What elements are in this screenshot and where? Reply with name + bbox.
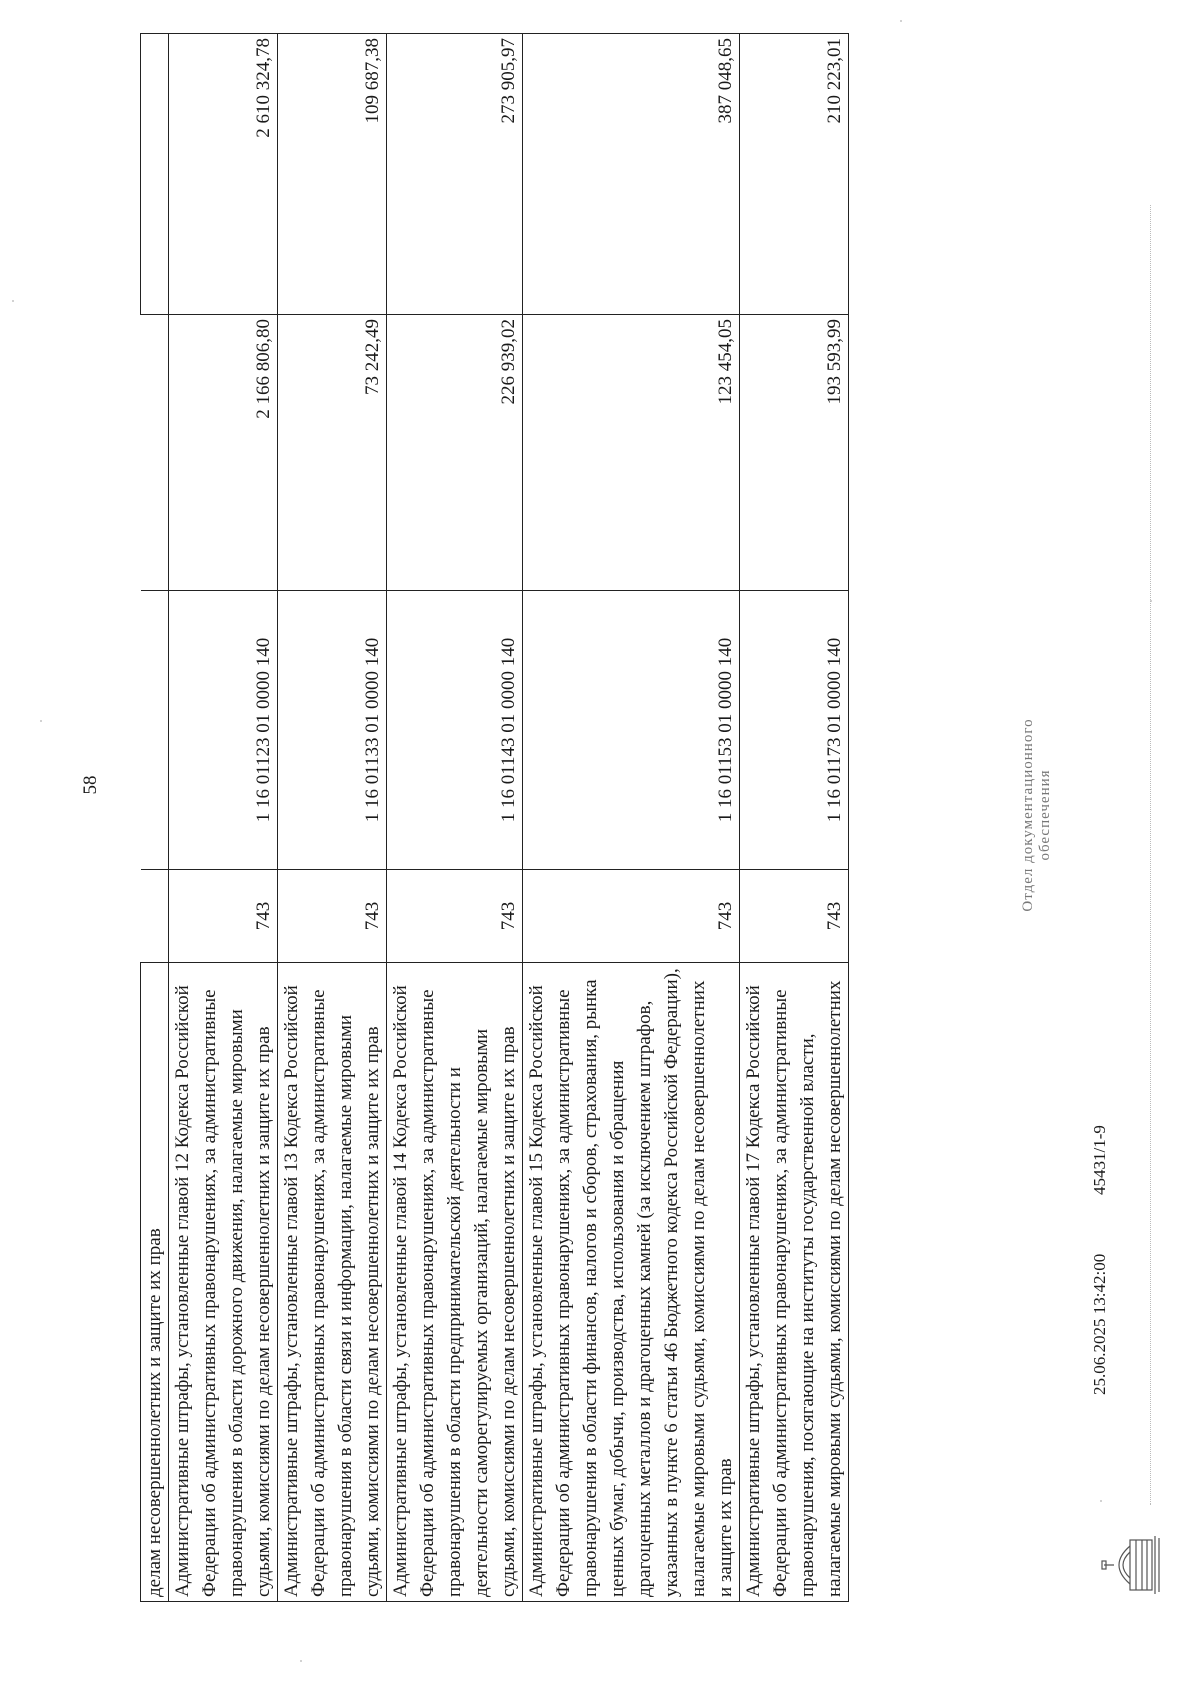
continued-description-cell: делам несовершеннолетних и защите их прав — [141, 963, 169, 1602]
description-cell: Административные штрафы, установленные главой 12 Кодекса Российской Федерации об административных правонарушениях, за административные правонарушения в области дорожного движения, налагаемые мировыми судьями, комиссиями по делам несовершеннолетних и защите их прав — [169, 963, 278, 1602]
coat-of-arms-logo-icon — [1100, 1530, 1162, 1600]
sum-first-cell: 226 939,02 — [387, 315, 523, 591]
sum-second-cell: 210 223,01 — [740, 34, 849, 315]
sum-second-cell: 273 905,97 — [387, 34, 523, 315]
kbk-code-cell: 1 16 01173 01 0000 140 — [740, 591, 849, 870]
sum-second-cell: 387 048,65 — [523, 34, 740, 315]
empty-cell — [141, 34, 169, 315]
description-cell: Административные штрафы, установленные главой 13 Кодекса Российской Федерации об административных правонарушениях, за административные правонарушения в области связи и информации, налагаемые мировыми судьями, комиссиями по делам несовершеннолетних и защите их прав — [278, 963, 387, 1602]
department-stamp — [1020, 715, 1054, 915]
table-row — [141, 34, 169, 1602]
description-cell: Административные штрафы, установленные главой 15 Кодекса Российской Федерации об административных правонарушениях, за административные правонарушения в области финансов, налогов и сборов, страхования, рынка ценных бумаг, добычи, производства, использования и обращения драгоценных металлов и драгоценных камней (за исключением штрафов, указанных в пункте 6 статьи 46 Бюджетного кодекса Российской Федерации), налагаемые мировыми судьями, комиссиями по делам несовершеннолетних и защите их прав — [523, 963, 740, 1602]
sum-first-cell: 73 242,49 — [278, 315, 387, 591]
description-cell: Административные штрафы, установленные главой 17 Кодекса Российской Федерации об административных правонарушениях, за административные правонарушения, посягающие на институты государственной власти, налагаемые мировыми судьями, комиссиями по делам несовершеннолетних — [740, 963, 849, 1602]
footer-date: 25.06.2025 13:42:00 — [1090, 1253, 1109, 1395]
sum-first-cell: 193 593,99 — [740, 315, 849, 591]
sum-second-cell: 109 687,38 — [278, 34, 387, 315]
revenue-table — [140, 33, 849, 1602]
table-row — [169, 34, 278, 1602]
stamp-line-1: Отдел документационного — [1020, 718, 1036, 912]
table-row — [740, 34, 849, 1602]
empty-cell — [141, 870, 169, 963]
empty-cell — [141, 591, 169, 870]
footer-doc-number: 45431/1-9 — [1090, 1125, 1109, 1195]
admin-code-cell: 743 — [387, 870, 523, 963]
stamp-line-2: обеспечения — [1037, 769, 1053, 861]
table-row — [523, 34, 740, 1602]
admin-code-cell: 743 — [523, 870, 740, 963]
kbk-code-cell: 1 16 01153 01 0000 140 — [523, 591, 740, 870]
kbk-code-cell: 1 16 01133 01 0000 140 — [278, 591, 387, 870]
admin-code-cell: 743 — [278, 870, 387, 963]
empty-cell — [141, 315, 169, 591]
table-row — [278, 34, 387, 1602]
kbk-code-cell: 1 16 01143 01 0000 140 — [387, 591, 523, 870]
table-row — [387, 34, 523, 1602]
admin-code-cell: 743 — [169, 870, 278, 963]
footer-divider — [1150, 205, 1151, 1505]
sum-second-cell: 2 610 324,78 — [169, 34, 278, 315]
kbk-code-cell: 1 16 01123 01 0000 140 — [169, 591, 278, 870]
description-cell: Административные штрафы, установленные главой 14 Кодекса Российской Федерации об административных правонарушениях, за административные правонарушения в области предпринимательской деятельности и деятельности саморегулируемых организаций, налагаемые мировыми судьями, комиссиями по делам несовершеннолетних и защите их прав — [387, 963, 523, 1602]
admin-code-cell: 743 — [740, 870, 849, 963]
sum-first-cell: 123 454,05 — [523, 315, 740, 591]
page-number: 58 — [80, 775, 101, 795]
sum-first-cell: 2 166 806,80 — [169, 315, 278, 591]
